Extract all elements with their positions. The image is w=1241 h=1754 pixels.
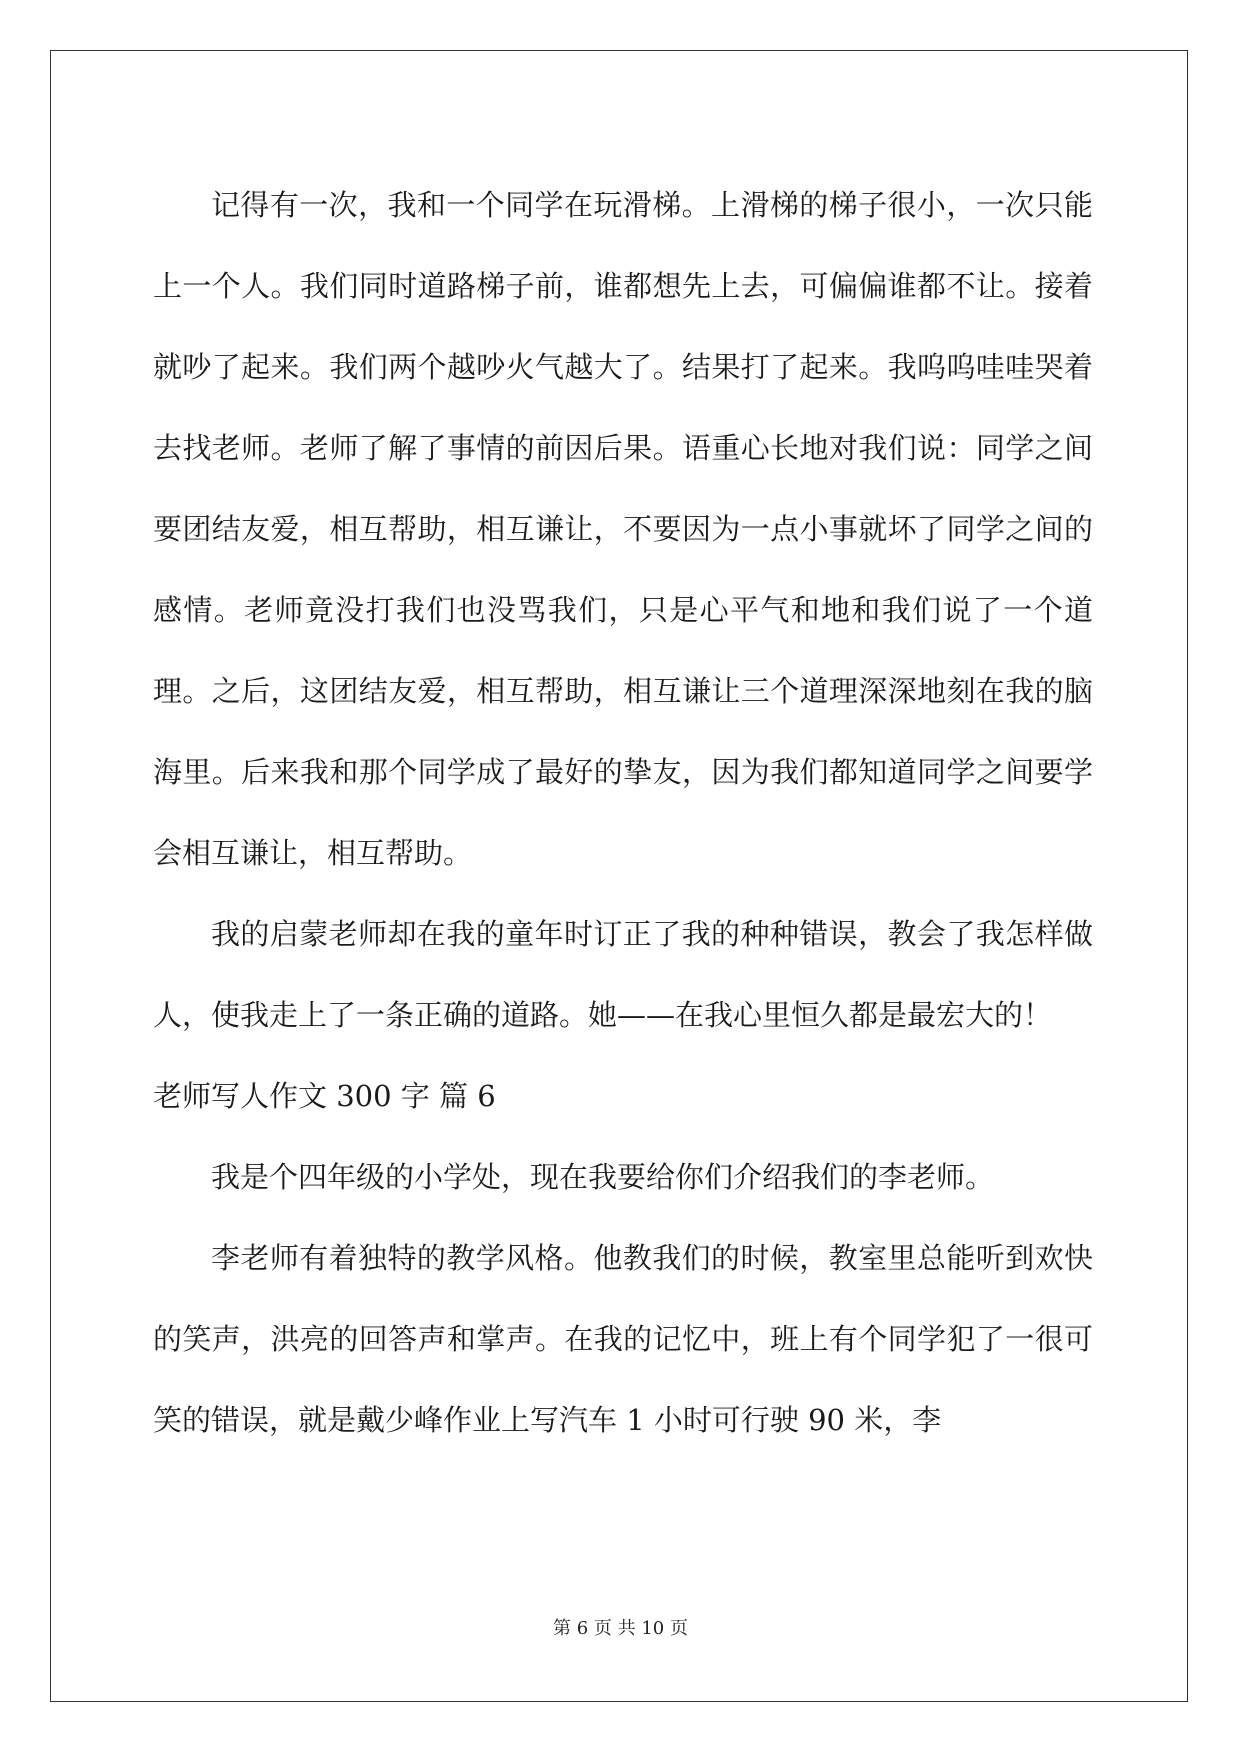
paragraph: 李老师有着独特的教学风格。他教我们的时候，教室里总能听到欢快的笑声，洪亮的回答声和掌声。在我的记忆中，班上有个同学犯了一很可笑的错误，就是戴少峰作业上写汽车 1 小时可行驶 90 米，李	[153, 1241, 1093, 1437]
page-footer: 第 6 页 共 10 页	[553, 1618, 688, 1639]
paragraph: 我是个四年级的小学处，现在我要给你们介绍我们的李老师。	[211, 1160, 995, 1194]
section-heading: 老师写人作文 300 字 篇 6	[153, 1079, 496, 1113]
paragraph: 记得有一次，我和一个同学在玩滑梯。上滑梯的梯子很小，一次只能上一个人。我们同时道路梯子前，谁都想先上去，可偏偏谁都不让。接着就吵了起来。我们两个越吵火气越大了。结果打了起来。我呜呜哇哇哭着去找老师。老师了解了事情的前因后果。语重心长地对我们说：同学之间要团结友爱，相互帮助，相互谦让，不要因为一点小事就坏了同学之间的感情。老师竟没打我们也没骂我们，只是心平气和地和我们说了一个道理。之后，这团结友爱，相互帮助，相互谦让三个道理深深地刻在我的脑海里。后来我和那个同学成了最好的挚友，因为我们都知道同学之间要学会相互谦让，相互帮助。	[153, 188, 1093, 870]
document-body	[153, 165, 1093, 1461]
paragraph: 我的启蒙老师却在我的童年时订正了我的种种错误，教会了我怎样做人，使我走上了一条正确的道路。她——在我心里恒久都是最宏大的！	[153, 917, 1093, 1032]
